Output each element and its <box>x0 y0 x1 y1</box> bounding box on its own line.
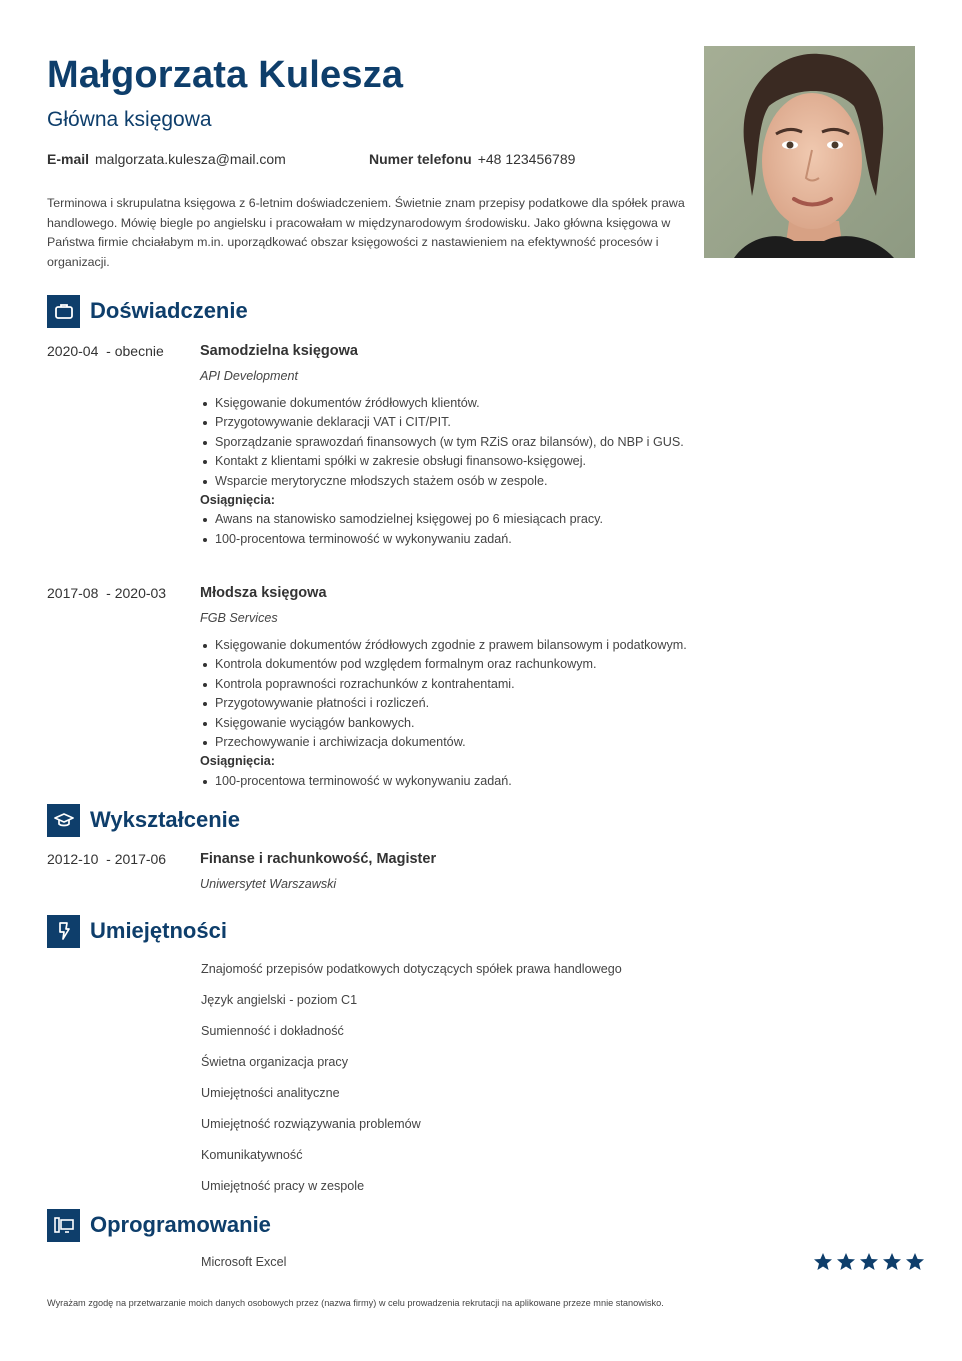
entry-date: 2012-10 - 2017-06 <box>47 851 167 867</box>
email-label: E-mail <box>47 151 90 167</box>
star-icon <box>905 1252 925 1272</box>
star-icon <box>882 1252 902 1272</box>
list-item: Wsparcie merytoryczne młodszych stażem osób w zespole. <box>200 472 760 491</box>
entry-role: Młodsza księgowa <box>200 585 327 601</box>
entry-company: FGB Services <box>200 611 278 625</box>
list-item: 100-procentowa terminowość w wykonywaniu zadań. <box>200 772 760 791</box>
list-item: Przygotowywanie płatności i rozliczeń. <box>200 694 760 713</box>
phone-contact <box>369 151 575 167</box>
star-icon <box>836 1252 856 1272</box>
software-rating <box>813 1252 925 1272</box>
skill-item: Język angielski - poziom C1 <box>201 993 358 1007</box>
experience-title: Doświadczenie <box>90 298 248 323</box>
entry-date: 2020-04 - obecnie <box>47 343 164 359</box>
list-item: Przygotowywanie deklaracji VAT i CIT/PIT. <box>200 413 760 432</box>
duties-list <box>200 394 760 491</box>
skill-item: Znajomość przepisów podatkowych dotyczących spółek prawa handlowego <box>201 962 622 976</box>
star-icon <box>859 1252 879 1272</box>
list-item: Kontakt z klientami spółki w zakresie obsługi finansowo-księgowej. <box>200 452 760 471</box>
skill-item: Umiejętności analityczne <box>201 1086 340 1100</box>
software-section-header <box>47 1208 271 1242</box>
email-contact <box>47 151 286 167</box>
graduation-cap-icon <box>47 804 80 837</box>
candidate-name: Małgorzata Kulesza <box>47 54 404 96</box>
profile-photo <box>704 46 915 258</box>
profile-summary: Terminowa i skrupulatna księgowa z 6-letnim doświadczeniem. Świetnie znam przepisy podatkowe dla spółek prawa handlowego. Mówię biegle po angielsku i pracowałam w międzynarodowym środowisku. Jako główna księgowa w Państwa firmie chciałabym m.in. uporządkować obszar księgowości z nastawieniem na efektywność procesów i organizacji. <box>47 196 685 269</box>
phone-value: +48 123456789 <box>477 151 576 167</box>
experience-section-header <box>47 294 248 328</box>
achievements-label: Osiągnięcia: <box>200 493 275 508</box>
list-item: Awans na stanowisko samodzielnej księgowej po 6 miesiącach pracy. <box>200 510 760 529</box>
entry-role: Samodzielna księgowa <box>200 343 358 359</box>
entry-company: API Development <box>200 369 299 383</box>
job-title: Główna księgowa <box>47 108 212 131</box>
star-icon <box>813 1252 833 1272</box>
consent-clause: Wyrażam zgodę na przetwarzanie moich danych osobowych przez (nazwa firmy) w celu prowadzenia rekrutacji na aplikowane przeze mnie stanowisko. <box>47 1298 664 1308</box>
skill-item: Umiejętność pracy w zespole <box>201 1179 365 1193</box>
education-title: Wykształcenie <box>90 807 241 832</box>
skills-title: Umiejętności <box>90 918 227 943</box>
list-item: Kontrola poprawności rozrachunków z kontrahentami. <box>200 675 760 694</box>
list-item: Księgowanie dokumentów źródłowych zgodnie z prawem bilansowym i podatkowym. <box>200 636 760 655</box>
entry-date: 2017-08 - 2020-03 <box>47 585 167 601</box>
phone-label: Numer telefonu <box>369 151 472 167</box>
skills-section-header <box>47 914 227 948</box>
list-item: Kontrola dokumentów pod względem formalnym oraz rachunkowym. <box>200 655 760 674</box>
achievements-label: Osiągnięcia: <box>200 754 275 769</box>
list-item: Przechowywanie i archiwizacja dokumentów. <box>200 733 760 752</box>
skill-item: Komunikatywność <box>201 1148 303 1162</box>
skill-item: Świetna organizacja pracy <box>201 1055 349 1069</box>
computer-icon <box>47 1209 80 1242</box>
skill-item: Sumienność i dokładność <box>201 1024 344 1038</box>
entry-school: Uniwersytet Warszawski <box>200 877 337 891</box>
entry-body <box>200 636 760 791</box>
entry-body <box>200 394 760 549</box>
education-section-header <box>47 803 240 837</box>
duties-list <box>200 636 760 752</box>
software-item: Microsoft Excel <box>201 1255 287 1269</box>
list-item: Sporządzanie sprawozdań finansowych (w tym RZiS oraz bilansów), do NBP i GUS. <box>200 433 760 452</box>
achievements-list <box>200 772 760 791</box>
list-item: 100-procentowa terminowość w wykonywaniu zadań. <box>200 530 760 549</box>
thumbs-up-icon <box>47 915 80 948</box>
email-value: malgorzata.kulesza@mail.com <box>95 151 286 167</box>
entry-degree: Finanse i rachunkowość, Magister <box>200 851 437 867</box>
list-item: Księgowanie wyciągów bankowych. <box>200 714 760 733</box>
skill-item: Umiejętność rozwiązywania problemów <box>201 1117 421 1131</box>
briefcase-icon <box>47 295 80 328</box>
achievements-list <box>200 510 760 549</box>
software-title: Oprogramowanie <box>90 1212 271 1237</box>
list-item: Księgowanie dokumentów źródłowych klientów. <box>200 394 760 413</box>
